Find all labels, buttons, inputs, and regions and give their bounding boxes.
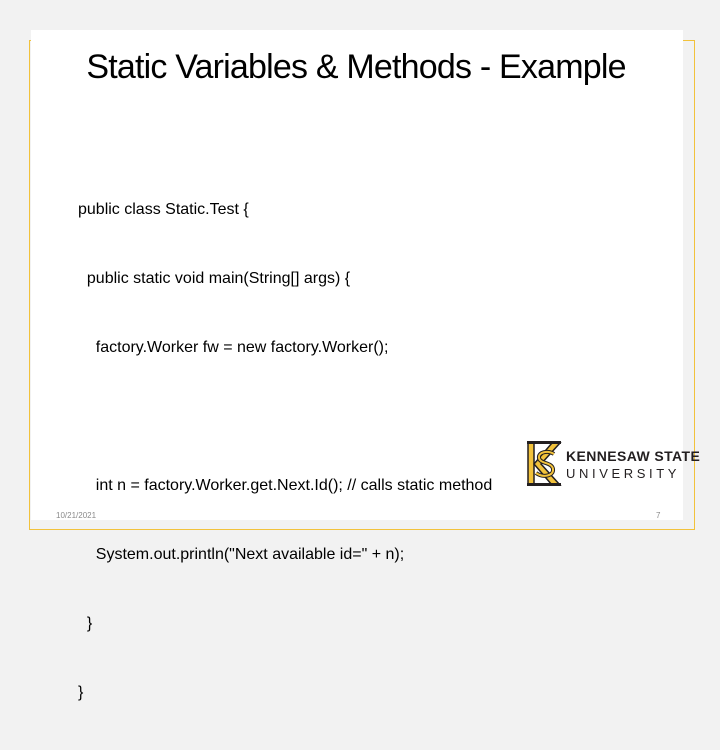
code-line-5: int n = factory.Worker.get.Next.Id(); // calls static method — [78, 477, 493, 494]
code-line-8: } — [78, 684, 84, 701]
ksu-monogram-icon — [526, 440, 562, 488]
logo-line-university: UNIVERSITY — [566, 465, 681, 481]
code-line-7: } — [78, 615, 93, 632]
code-line-4 — [78, 405, 492, 428]
slide-title: Static Variables & Methods - Example — [86, 48, 626, 86]
code-line-2: public static void main(String[] args) { — [78, 270, 351, 287]
code-line-3: factory.Worker fw = new factory.Worker(); — [78, 339, 389, 356]
logo-wordmark — [566, 449, 700, 480]
logo-line-kennesaw-state: KENNESAW STATE — [566, 447, 701, 464]
ksu-logo — [526, 440, 700, 488]
code-line-6: System.out.println("Next available id=" + n); — [78, 546, 405, 563]
footer-date: 10/21/2021 — [56, 511, 97, 520]
code-line-1: public class Static.Test { — [78, 201, 249, 218]
footer-page-number: 7 — [656, 511, 661, 520]
code-block — [78, 152, 492, 750]
